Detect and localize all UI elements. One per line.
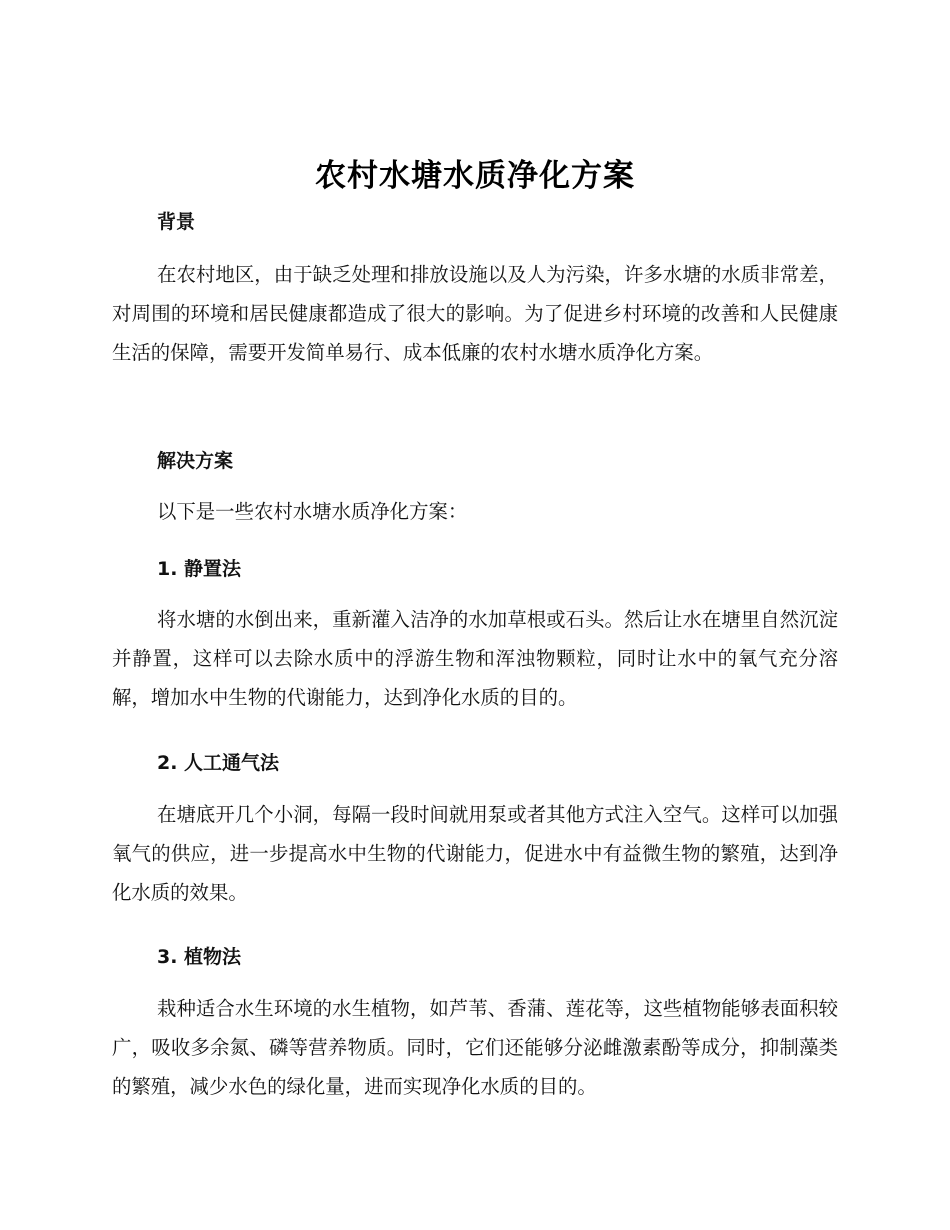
section-heading-solutions: 解决方案 bbox=[157, 450, 234, 472]
page-title: 农村水塘水质净化方案 bbox=[315, 158, 635, 194]
section-paragraph-standing-method: 将水塘的水倒出来，重新灌入洁净的水加草根或石头。然后让水在塘里自然沉淀并静置，这样可以去除水质中的浮游生物和浑浊物颗粒，同时让水中的氧气充分溶解，增加水中生物的代谢能力，达到净化水质的目的。 bbox=[112, 608, 838, 709]
section-heading-standing-method: 1. 静置法 bbox=[157, 558, 242, 580]
section-paragraph-solutions: 以下是一些农村水塘水质净化方案： bbox=[157, 500, 468, 523]
section-heading-plant-method: 3. 植物法 bbox=[157, 946, 242, 968]
section-paragraph-plant-method: 栽种适合水生环境的水生植物，如芦苇、香蒲、莲花等，这些植物能够表面积较广，吸收多余氮、磷等营养物质。同时，它们还能够分泌雌激素酚等成分，抑制藻类的繁殖，减少水色的绿化量，进而实现净化水质的目的。 bbox=[112, 997, 838, 1098]
section-paragraph-aeration-method: 在塘底开几个小洞，每隔一段时间就用泵或者其他方式注入空气。这样可以加强氧气的供应，进一步提高水中生物的代谢能力，促进水中有益微生物的繁殖，达到净化水质的效果。 bbox=[112, 803, 838, 904]
section-heading-aeration-method: 2. 人工通气法 bbox=[157, 752, 280, 774]
section-paragraph-background: 在农村地区，由于缺乏处理和排放设施以及人为污染，许多水塘的水质非常差，对周围的环境和居民健康都造成了很大的影响。为了促进乡村环境的改善和人民健康生活的保障，需要开发简单易行、成本低廉的农村水塘水质净化方案。 bbox=[112, 263, 838, 364]
section-heading-background: 背景 bbox=[157, 211, 196, 233]
